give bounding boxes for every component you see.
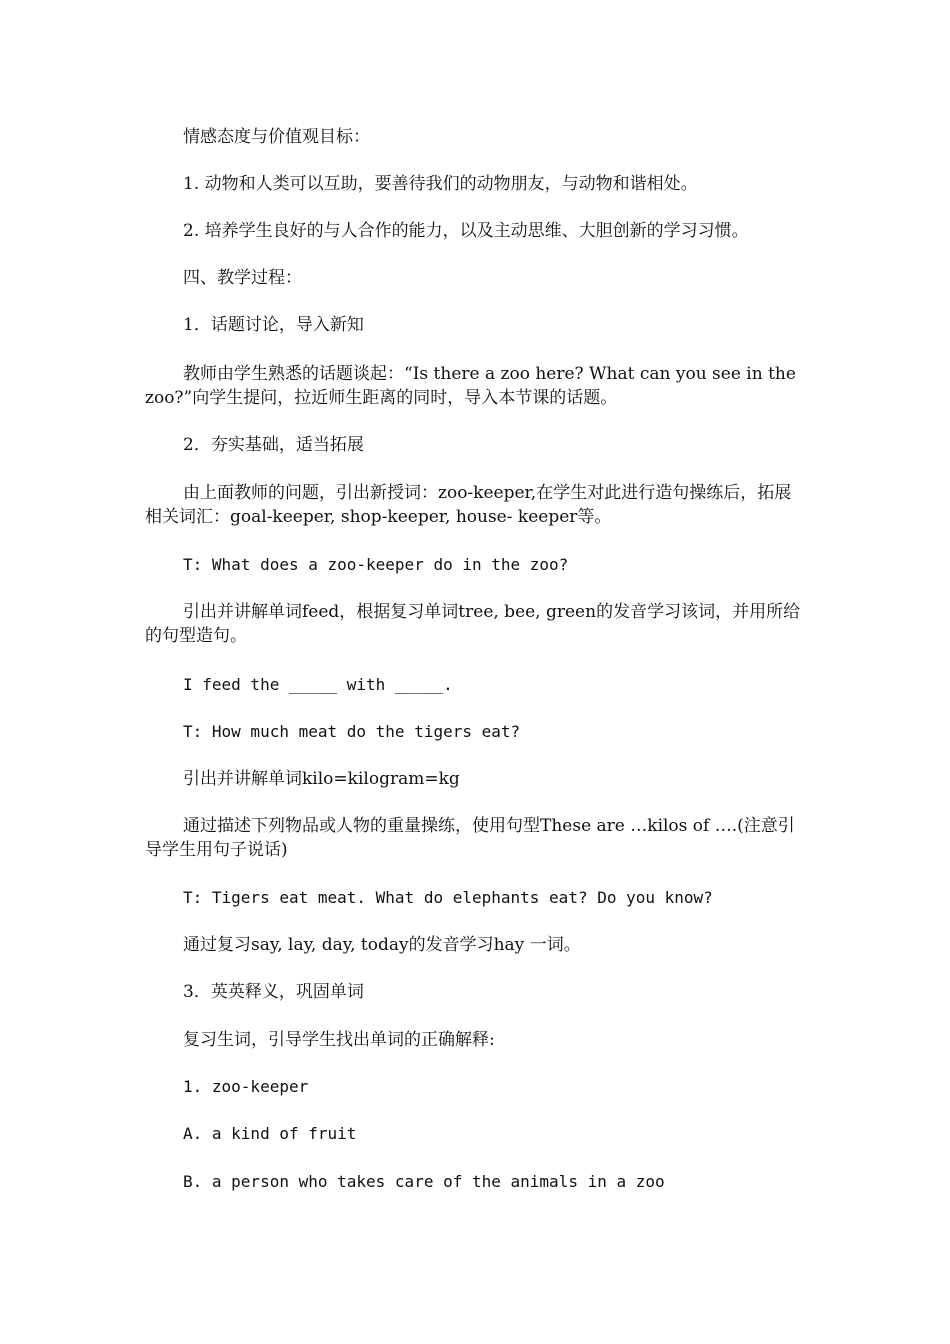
- quiz-option-a: A. a kind of fruit: [183, 1124, 357, 1143]
- step-heading: 1．话题讨论，导入新知: [183, 315, 364, 335]
- step-body: 教师由学生熟悉的话题谈起：“Is there a zoo here? What can you see in the zoo?”向学生提问，拉近师生距离的同时，导入本节课的话题。: [145, 364, 796, 408]
- quiz-item: 1. zoo-keeper: [183, 1077, 309, 1096]
- emotion-item-2: 2. 培养学生良好的与人合作的能力，以及主动思维、大胆创新的学习习惯。: [183, 221, 749, 241]
- step-body: 复习生词，引导学生找出单词的正确解释:: [183, 1030, 495, 1050]
- step-heading: 3．英英释义，巩固单词: [183, 982, 364, 1002]
- practice-body: 通过描述下列物品或人物的重量操练，使用句型These are …kilos of ….(注意引导学生用句子说话): [145, 816, 795, 860]
- teacher-question: T: What does a zoo-keeper do in the zoo?: [183, 555, 569, 574]
- teacher-question: T: How much meat do the tigers eat?: [183, 722, 521, 741]
- step-heading: 2．夯实基础，适当拓展: [183, 435, 364, 455]
- vocab-body: 引出并讲解单词kilo=kilogram=kg: [183, 769, 460, 789]
- section-heading: 四、教学过程：: [183, 268, 302, 288]
- emotion-heading: 情感态度与价值观目标：: [183, 127, 370, 147]
- vocab-body: 引出并讲解单词feed，根据复习单词tree, bee, green的发音学习该词，并用所给的句型造句。: [145, 602, 801, 646]
- teacher-question: T: Tigers eat meat. What do elephants eat? Do you know?: [183, 888, 713, 907]
- pronunciation-body: 通过复习say, lay, day, today的发音学习hay 一词。: [183, 935, 581, 955]
- step-body: 由上面教师的问题，引出新授词：zoo-keeper,在学生对此进行造句操练后，拓展相关词汇：goal-keeper, shop-keeper, house- keeper等。: [145, 483, 792, 527]
- sentence-pattern: I feed the _____ with _____.: [183, 675, 453, 694]
- emotion-item-1: 1. 动物和人类可以互助，要善待我们的动物朋友，与动物和谐相处。: [183, 174, 698, 194]
- quiz-option-b: B. a person who takes care of the animals in a zoo: [183, 1172, 665, 1191]
